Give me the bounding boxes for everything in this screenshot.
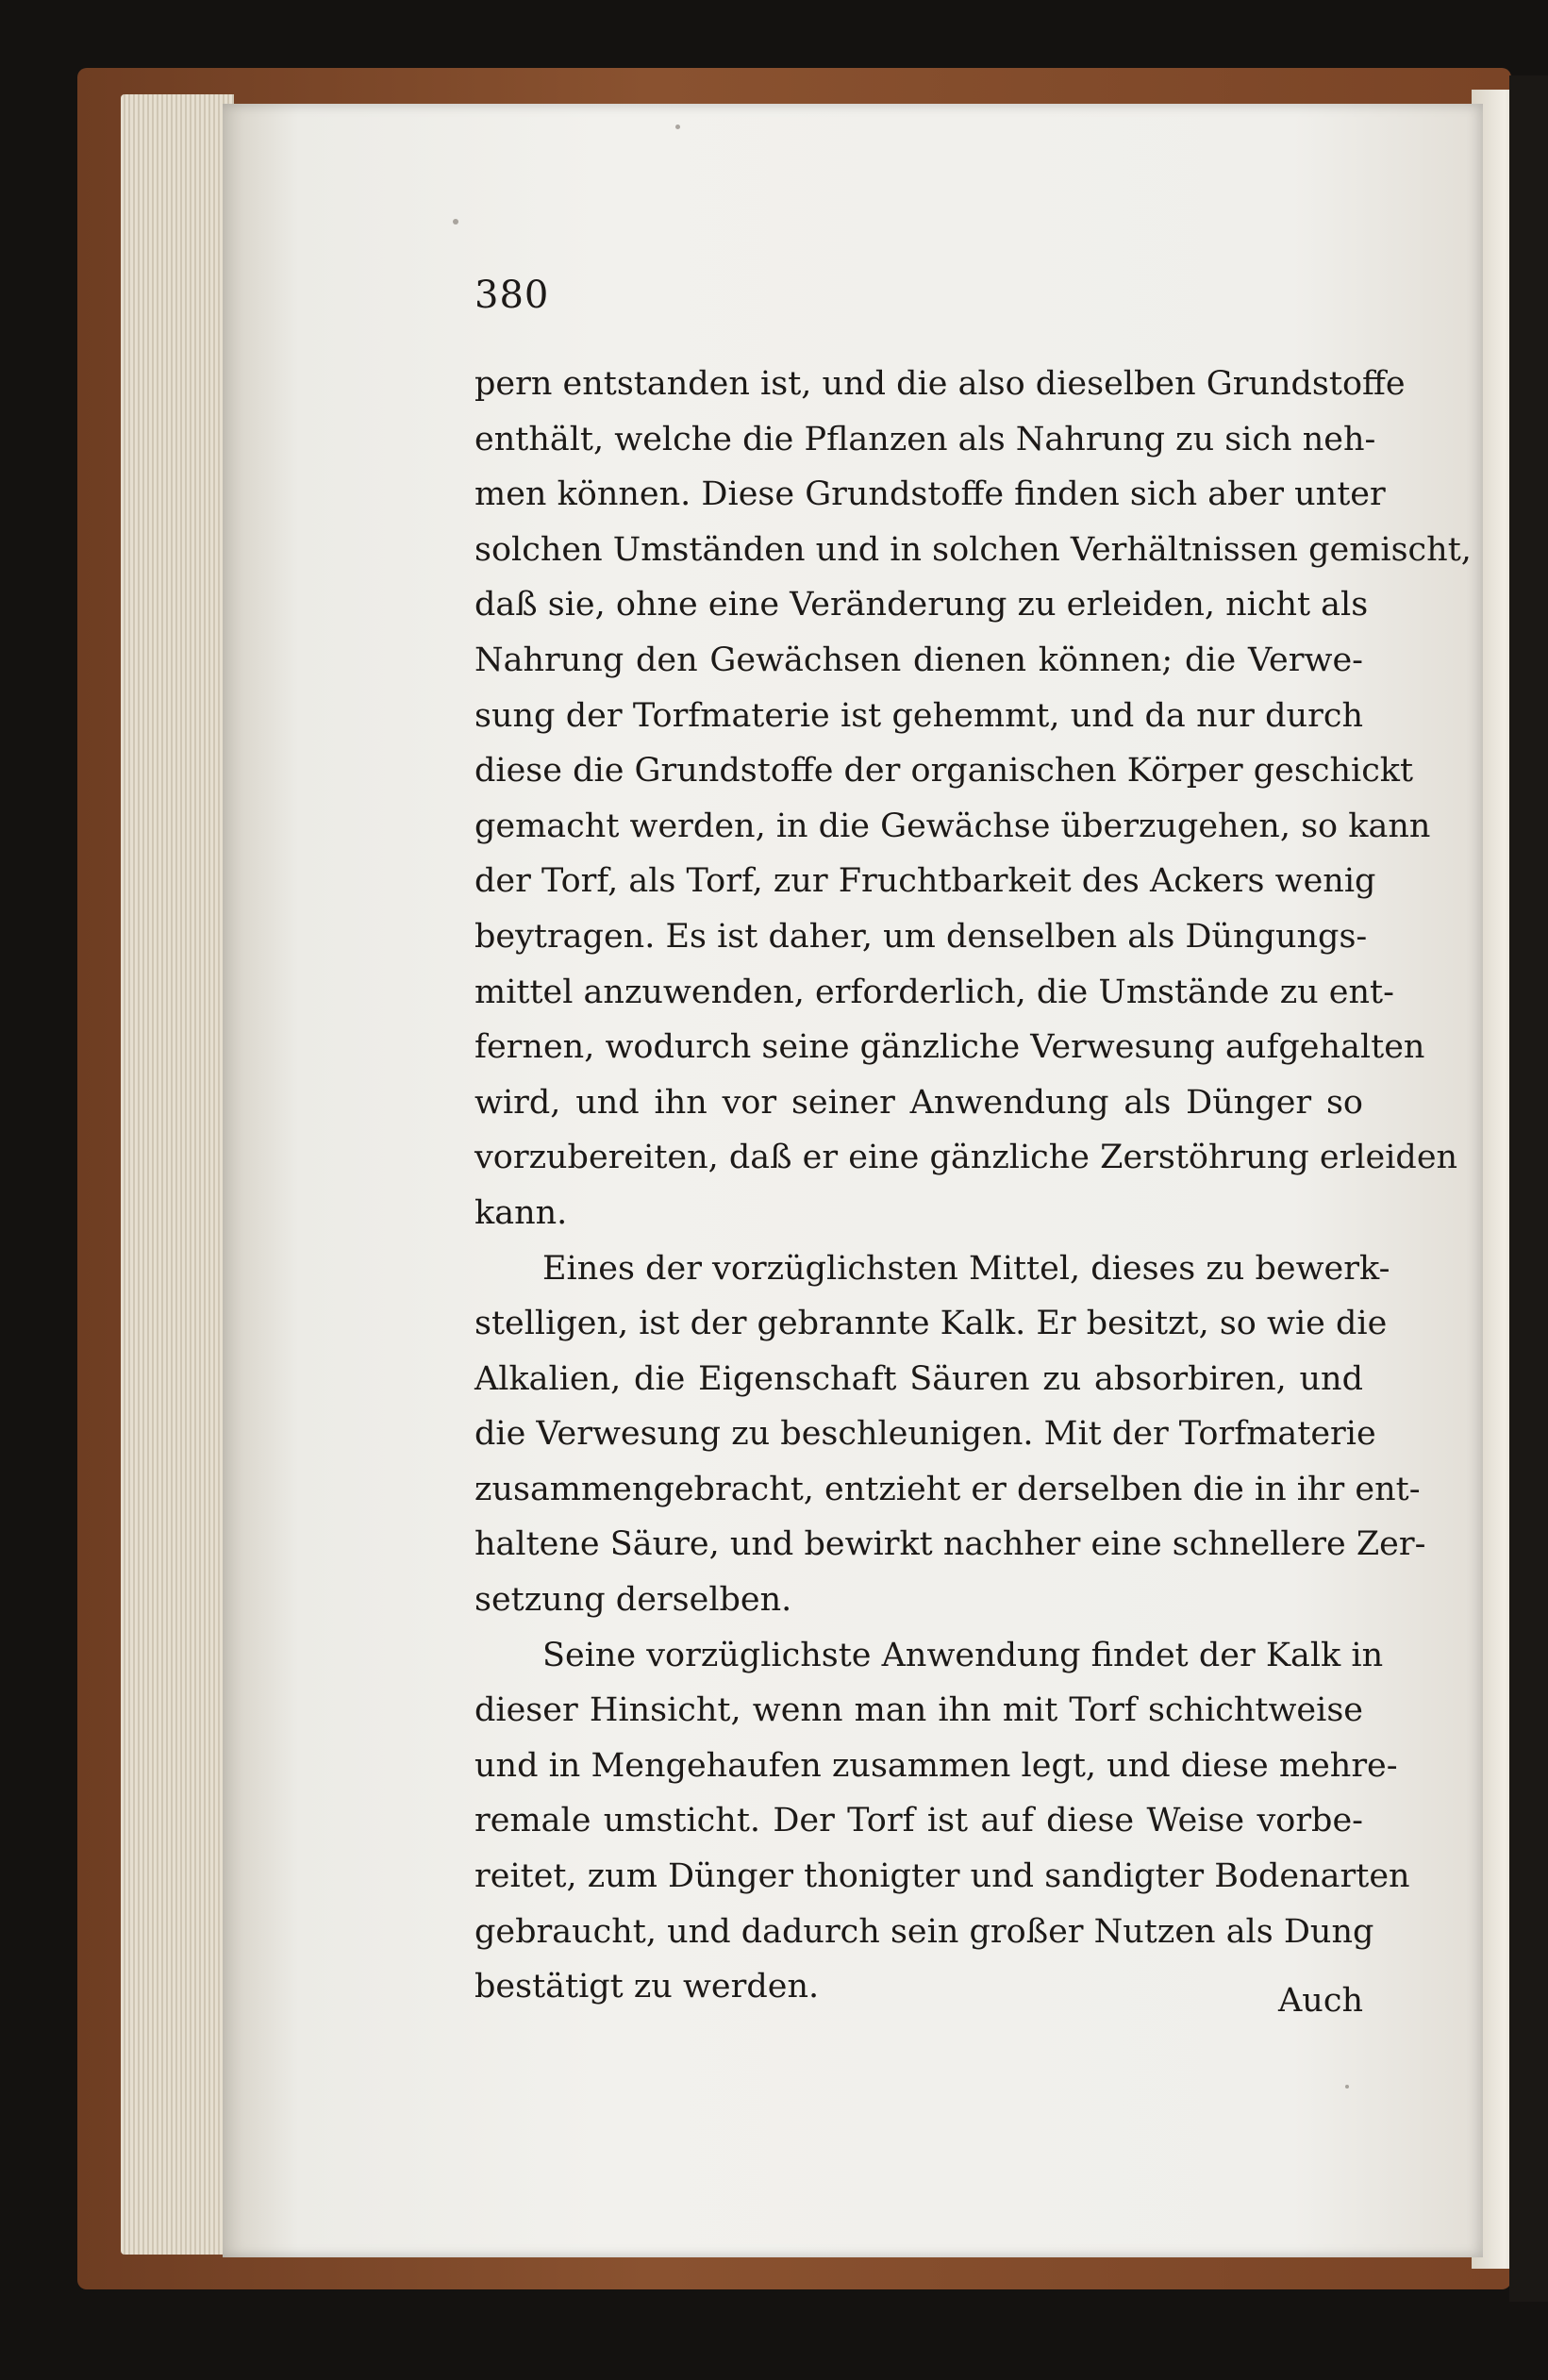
paragraph xyxy=(474,357,1472,1241)
text-line: beytragen. Es ist daher, um denselben als Düngungs- xyxy=(474,917,1368,956)
page-number: 380 xyxy=(474,274,550,317)
text-line: diese die Grundstoffe der organischen Körper geschickt xyxy=(474,752,1414,791)
text-line: stelligen, ist der gebrannte Kalk. Er besitzt, so wie die xyxy=(474,1305,1388,1343)
text-line: und in Mengehaufen zusammen legt, und diese mehre- xyxy=(474,1746,1398,1785)
text-line: Eines der vorzüglichsten Mittel, dieses zu bewerk- xyxy=(542,1249,1390,1288)
text-line: zusammengebracht, entzieht er derselben die in ihr ent- xyxy=(474,1470,1421,1508)
text-line: pern entstanden ist, und die also dieselben Grundstoffe xyxy=(474,365,1406,403)
paragraph xyxy=(474,1241,1426,1628)
text-line: haltene Säure, und bewirkt nachher eine schnellere Zer- xyxy=(474,1525,1426,1564)
text-line: reitet, zum Dünger thonigter und sandigter Bodenarten xyxy=(474,1857,1410,1896)
catchword: Auch xyxy=(1278,1982,1363,2020)
body-text xyxy=(474,357,1472,2015)
text-line: setzung derselben. xyxy=(474,1581,792,1620)
text-line: Seine vorzüglichste Anwendung findet der Kalk in xyxy=(542,1636,1384,1674)
text-line: Alkalien, die Eigenschaft Säuren zu absorbiren, und xyxy=(474,1359,1363,1398)
page-edges-left xyxy=(121,94,234,2255)
text-line: enthält, welche die Pflanzen als Nahrung zu sich neh- xyxy=(474,420,1376,458)
text-line: sung der Torfmaterie ist gehemmt, und da nur durch xyxy=(474,696,1363,735)
text-line: kann. xyxy=(474,1193,568,1232)
right-shadow xyxy=(1509,75,1548,2302)
text-line: men können. Diese Grundstoffe finden sich aber unter xyxy=(474,475,1386,514)
paragraph xyxy=(474,1628,1410,2015)
text-line: gemacht werden, in die Gewächse überzugehen, so kann xyxy=(474,807,1431,845)
text-line: mittel anzuwenden, erforderlich, die Umstände zu ent- xyxy=(474,973,1394,1011)
paper-fleck xyxy=(453,219,458,225)
text-line: der Torf, als Torf, zur Fruchtbarkeit des Ackers wenig xyxy=(474,862,1376,901)
paper-fleck xyxy=(675,125,680,129)
text-line: vorzubereiten, daß er eine gänzliche Zerstöhrung erleiden xyxy=(474,1139,1458,1177)
text-line: gebraucht, und dadurch sein großer Nutzen als Dung xyxy=(474,1912,1374,1951)
text-line: bestätigt zu werden. xyxy=(474,1968,820,2006)
text-line: Nahrung den Gewächsen dienen können; die Verwe- xyxy=(474,641,1363,679)
text-line: daß sie, ohne eine Veränderung zu erleiden, nicht als xyxy=(474,586,1369,624)
text-line: fernen, wodurch seine gänzliche Verwesung aufgehalten xyxy=(474,1028,1425,1067)
text-line: die Verwesung zu beschleunigen. Mit der Torfmaterie xyxy=(474,1415,1376,1454)
text-line: remale umsticht. Der Torf ist auf diese Weise vorbe- xyxy=(474,1802,1363,1840)
text-line: wird, und ihn vor seiner Anwendung als Dünger so xyxy=(474,1083,1363,1122)
paper-fleck xyxy=(1345,2085,1349,2089)
text-line: solchen Umständen und in solchen Verhältnissen gemischt, xyxy=(474,530,1472,569)
text-line: dieser Hinsicht, wenn man ihn mit Torf schichtweise xyxy=(474,1691,1363,1730)
